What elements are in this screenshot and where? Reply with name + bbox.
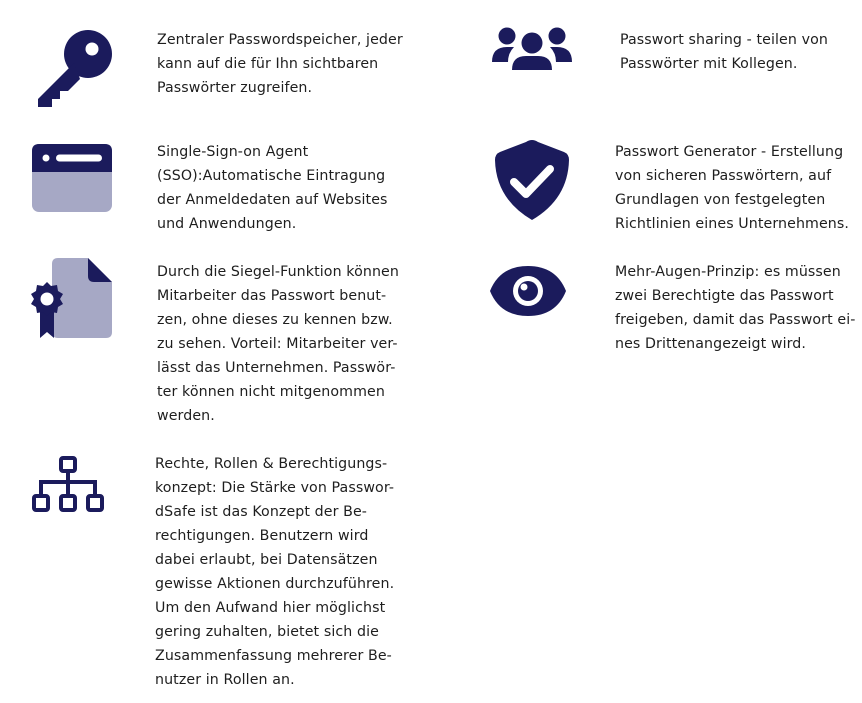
- eye-icon: [490, 264, 566, 318]
- browser-window-icon: [32, 144, 114, 214]
- key-icon: [30, 27, 114, 109]
- feature-description: Passwort Generator - Erstellung von sicheren Passwörtern, auf Grundlagen von festgelegten Richtlinien eines Unternehmens.: [615, 144, 849, 232]
- shield-check-icon: [494, 139, 570, 221]
- feature-description: Passwort sharing - teilen von Passwörter mit Kollegen.: [620, 32, 828, 72]
- feature-description: Mehr-Augen-Prinzip: es müssen zwei Berechtigte das Passwort freigeben, damit das Passwort ei- nes Drittenangezeigt wird.: [615, 264, 856, 352]
- feature-description: Zentraler Passwordspeicher, jeder kann auf die für Ihn sichtbaren Passwörter zugreifen.: [157, 32, 403, 96]
- users-group-icon: [490, 26, 574, 72]
- feature-description: Durch die Siegel-Funktion können Mitarbeiter das Passwort benut- zen, ohne dieses zu kennen bzw. zu sehen. Vorteil: Mitarbeiter ver- lässt das Unternehmen. Passwör- ter können nicht mitgenommen werden.: [157, 264, 399, 424]
- feature-description: Single-Sign-on Agent (SSO):Automatische Eintragung der Anmeldedaten auf Websites und Anwendungen.: [157, 144, 388, 232]
- sitemap-icon: [32, 456, 106, 514]
- certificate-file-icon: [30, 258, 114, 340]
- feature-description: Rechte, Rollen & Berechtigungs- konzept: Die Stärke von Passwor- dSafe ist das Konzept der Be- rechtigungen. Benutzern wird dabei erlaubt, bei Datensätzen gewisse Aktionen durchzuführen. Um den Aufwand hier möglichst gering zuhalten, bietet sich die Zusammenfassung mehrerer Be- nutzer in Rollen an.: [155, 456, 395, 688]
